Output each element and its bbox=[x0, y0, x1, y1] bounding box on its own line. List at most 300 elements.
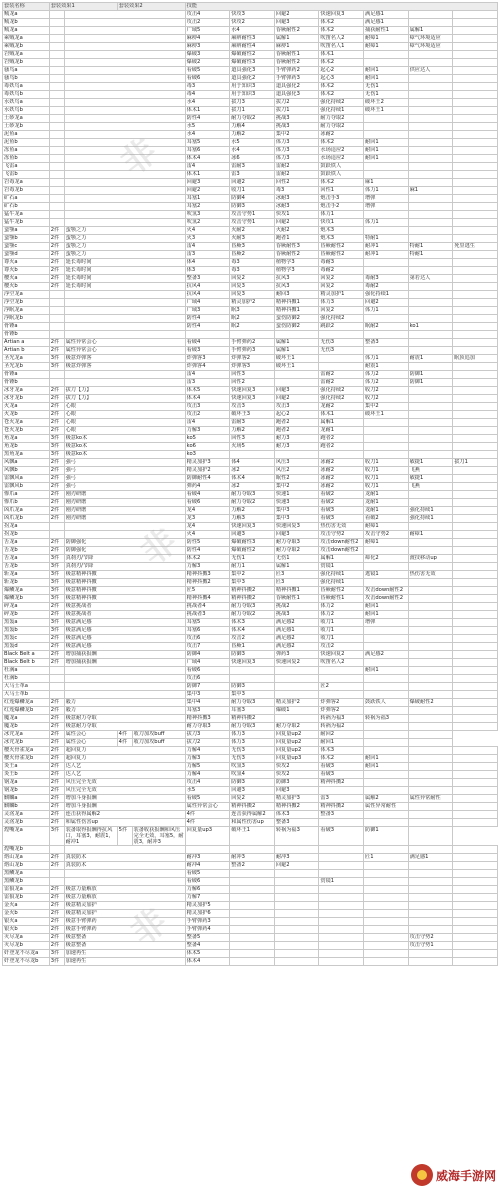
table-cell bbox=[230, 950, 275, 958]
table-cell: 强化持续1 bbox=[408, 507, 453, 515]
table-cell bbox=[453, 131, 498, 139]
table-cell: 鼓跃铁人 bbox=[319, 163, 364, 171]
table-cell bbox=[408, 587, 453, 595]
table-cell bbox=[453, 67, 498, 75]
table-cell bbox=[230, 942, 275, 950]
table-cell: 防御4 bbox=[185, 651, 230, 659]
table-cell bbox=[364, 315, 409, 323]
table-cell bbox=[230, 451, 275, 459]
table-cell bbox=[49, 123, 64, 131]
table-cell: 爆破1 bbox=[274, 707, 319, 715]
table-cell: 用于知识3 bbox=[230, 91, 275, 99]
table-row bbox=[3, 307, 498, 315]
table-cell: 精神抖擞2 bbox=[185, 579, 230, 587]
table-cell bbox=[453, 339, 498, 347]
table-cell: 拔刀【力】 bbox=[64, 387, 185, 395]
table-cell bbox=[453, 659, 498, 667]
table-cell bbox=[453, 747, 498, 755]
table-cell bbox=[453, 563, 498, 571]
set-name-cell: 尊火a bbox=[3, 259, 50, 267]
table-cell: 毒4 bbox=[185, 91, 230, 99]
table-cell bbox=[408, 267, 453, 275]
table-cell: 属性异常会心 bbox=[64, 339, 185, 347]
table-cell bbox=[408, 958, 453, 966]
table-cell bbox=[64, 219, 185, 227]
table-cell: 冰耐2 bbox=[319, 467, 364, 475]
table-cell: 回复量up2 bbox=[274, 747, 319, 755]
table-cell: 跑者1 bbox=[274, 235, 319, 243]
table-cell bbox=[49, 683, 64, 691]
table-cell: 体术2 bbox=[319, 83, 364, 91]
table-cell: 耐回1 bbox=[364, 603, 409, 611]
table-cell: 防性5 bbox=[185, 539, 230, 547]
table-cell bbox=[453, 547, 498, 555]
table-cell: 极意炸弹客 bbox=[64, 355, 185, 363]
table-cell bbox=[49, 299, 64, 307]
table-cell: 毒3 bbox=[230, 259, 275, 267]
set-name-cell: 熔山龙a bbox=[3, 854, 50, 862]
table-cell: 增弹 bbox=[364, 203, 409, 211]
table-cell bbox=[408, 739, 453, 747]
table-cell: 防御4 bbox=[230, 195, 275, 203]
table-cell bbox=[453, 75, 498, 83]
table-cell: 体术2 bbox=[319, 139, 364, 147]
table-cell: 毒耐2 bbox=[364, 283, 409, 291]
table-cell: 属解2 bbox=[364, 795, 409, 803]
table-cell: 抗风4 bbox=[185, 283, 230, 291]
table-cell: 属性异常会心 bbox=[185, 803, 230, 811]
set-name-cell: Artian b bbox=[3, 347, 50, 355]
table-cell bbox=[274, 942, 319, 950]
table-cell bbox=[408, 211, 453, 219]
table-cell: 耳塞1 bbox=[185, 195, 230, 203]
table-cell: 极意满足感 bbox=[64, 643, 185, 651]
set-name-cell: Black Belt b bbox=[3, 659, 50, 667]
table-cell bbox=[453, 958, 498, 966]
table-cell: 耐瘴1 bbox=[408, 531, 453, 539]
table-cell bbox=[319, 942, 364, 950]
table-cell: 回复量up2 bbox=[274, 739, 319, 747]
table-cell bbox=[408, 91, 453, 99]
table-cell bbox=[319, 910, 364, 918]
table-cell: 2件 bbox=[49, 347, 64, 355]
table-cell: 收刀1 bbox=[230, 187, 275, 195]
set-name-cell: 圣光龙b bbox=[3, 363, 50, 371]
table-cell: 快攻1 bbox=[274, 211, 319, 219]
table-cell: 耐瘴1 bbox=[364, 539, 409, 547]
table-cell bbox=[64, 27, 185, 35]
table-row bbox=[3, 67, 498, 75]
set-name-cell: 土砂龙b bbox=[3, 123, 50, 131]
table-cell: 防御7 bbox=[185, 683, 230, 691]
table-cell bbox=[408, 747, 453, 755]
table-cell bbox=[453, 795, 498, 803]
set-name-cell: 矿石b bbox=[3, 203, 50, 211]
table-cell bbox=[230, 846, 275, 854]
table-cell: 体力2 bbox=[319, 611, 364, 619]
table-cell bbox=[453, 619, 498, 627]
table-cell: 破坏王1 bbox=[230, 827, 275, 846]
table-cell: 看破2 bbox=[319, 491, 364, 499]
table-row bbox=[3, 723, 498, 731]
table-cell: 体力3 bbox=[230, 739, 275, 747]
table-cell: 耐力夺取2 bbox=[319, 115, 364, 123]
table-cell: 风压2 bbox=[274, 467, 319, 475]
table-cell: 体术4 bbox=[185, 395, 230, 403]
table-cell bbox=[453, 643, 498, 651]
table-cell: 特耐1 bbox=[408, 251, 453, 259]
table-cell: 看破5 bbox=[185, 870, 230, 878]
table-cell: 看破4 bbox=[185, 491, 230, 499]
table-cell: 收刀2 bbox=[364, 387, 409, 395]
set-name-cell: 尊火b bbox=[3, 267, 50, 275]
table-cell bbox=[408, 918, 453, 926]
table-cell: 无伤1 bbox=[230, 555, 275, 563]
table-cell bbox=[64, 99, 185, 107]
table-cell: 吹氢2 bbox=[185, 219, 230, 227]
table-cell: 攻击6 bbox=[185, 675, 230, 683]
table-cell: 眠2 bbox=[230, 315, 275, 323]
table-cell: 精神抖擞4 bbox=[185, 595, 230, 603]
table-cell: 极意精神抖擞 bbox=[64, 579, 185, 587]
set-name-cell: 舌龙b bbox=[3, 563, 50, 571]
table-cell: 回避3 bbox=[185, 179, 230, 187]
table-cell bbox=[274, 870, 319, 878]
table-cell: 3件 bbox=[49, 451, 64, 459]
table-cell: 耳塞6 bbox=[185, 147, 230, 155]
table-cell: 属解1 bbox=[274, 347, 319, 355]
table-cell: 手臂弹药3 bbox=[185, 918, 230, 926]
table-cell: 耳塞5 bbox=[185, 139, 230, 147]
table-cell bbox=[408, 870, 453, 878]
table-cell: 3件 bbox=[49, 587, 64, 595]
table-cell: 极意手臂弹药 bbox=[64, 926, 185, 934]
table-cell: 耐回1 bbox=[364, 755, 409, 763]
table-cell: 雷耐2 bbox=[274, 163, 319, 171]
table-cell: 快速回复2 bbox=[274, 659, 319, 667]
set-name-cell: 冰咒龙a bbox=[3, 731, 50, 739]
table-cell: 增加捕获报酬 bbox=[64, 651, 185, 659]
table-cell: 力解4 bbox=[185, 771, 230, 779]
table-cell: 2件 bbox=[49, 715, 64, 723]
table-cell bbox=[453, 651, 498, 659]
table-cell bbox=[364, 862, 409, 870]
table-cell: 攻击守势2 bbox=[364, 531, 409, 539]
table-cell: 延长毒时间 bbox=[64, 283, 185, 291]
set-name-cell: 樱火骨雀龙b bbox=[3, 755, 50, 763]
table-row bbox=[3, 123, 498, 131]
table-cell: 耐力夺取3 bbox=[230, 699, 275, 707]
set-name-cell: 灭尽龙b bbox=[3, 942, 50, 950]
table-cell: 收刀1 bbox=[319, 619, 364, 627]
table-cell: 刚刃研磨 bbox=[64, 515, 185, 523]
table-cell bbox=[453, 107, 498, 115]
table-cell bbox=[408, 691, 453, 699]
table-cell: 收刀1 bbox=[319, 635, 364, 643]
table-row bbox=[3, 43, 498, 51]
table-cell bbox=[64, 683, 185, 691]
table-cell bbox=[408, 115, 453, 123]
table-cell: 拔刀3 bbox=[230, 99, 275, 107]
table-cell bbox=[364, 211, 409, 219]
table-row bbox=[3, 547, 498, 555]
table-cell bbox=[364, 950, 409, 958]
table-cell bbox=[274, 918, 319, 926]
table-cell: 2件 bbox=[49, 611, 64, 619]
table-cell: 集中3 bbox=[274, 507, 319, 515]
table-row bbox=[3, 515, 498, 523]
table-cell: 和属性伤害up bbox=[64, 819, 185, 827]
table-row bbox=[3, 259, 498, 267]
table-cell: 冰耐2 bbox=[319, 459, 364, 467]
table-row bbox=[3, 587, 498, 595]
table-cell bbox=[364, 171, 409, 179]
table-cell: 眠顶追加 bbox=[453, 355, 498, 363]
table-cell: 看破3 bbox=[319, 763, 364, 771]
table-cell: 极意ko术 bbox=[64, 435, 185, 443]
table-cell: 回性3 bbox=[230, 371, 275, 379]
table-row bbox=[3, 211, 498, 219]
table-cell bbox=[453, 755, 498, 763]
set-name-cell: 雷飘风a bbox=[3, 475, 50, 483]
table-cell: 增加斗身报酬 bbox=[64, 795, 185, 803]
table-cell bbox=[453, 483, 498, 491]
table-cell: 看破4 bbox=[185, 339, 230, 347]
table-cell: 强化持续1 bbox=[408, 515, 453, 523]
table-cell: 防御3 bbox=[230, 651, 275, 659]
table-cell: 2件 bbox=[49, 339, 64, 347]
table-cell: 水4 bbox=[185, 131, 230, 139]
table-cell: 攻击3 bbox=[185, 403, 230, 411]
table-cell: 极意精灵加护 bbox=[64, 910, 185, 918]
table-cell: 毅力 bbox=[64, 699, 185, 707]
table-cell: 匠2 bbox=[319, 683, 364, 691]
table-cell: 回性2 bbox=[230, 379, 275, 387]
table-cell: 瘴气环境适应 bbox=[408, 35, 453, 43]
table-cell bbox=[408, 435, 453, 443]
table-cell: 属性异常耐性 bbox=[408, 795, 453, 803]
table-cell bbox=[453, 283, 498, 291]
table-cell bbox=[49, 99, 64, 107]
table-cell: 2件 bbox=[49, 819, 64, 827]
table-cell bbox=[408, 902, 453, 910]
table-row bbox=[3, 291, 498, 299]
set-name-cell: 斩龙a bbox=[3, 571, 50, 579]
table-cell bbox=[453, 51, 498, 59]
table-cell: 昏厥耐性2 bbox=[274, 251, 319, 259]
table-cell: 耐力夺取3 bbox=[230, 723, 275, 731]
table-cell bbox=[49, 315, 64, 323]
table-cell: 特耐1 bbox=[364, 235, 409, 243]
table-cell bbox=[64, 155, 185, 163]
table-cell bbox=[49, 691, 64, 699]
table-cell bbox=[319, 950, 364, 958]
table-cell: 耐回2 bbox=[319, 731, 364, 739]
table-row bbox=[3, 771, 498, 779]
table-cell bbox=[364, 731, 409, 739]
set-name-cell: 骨锤a bbox=[3, 323, 50, 331]
table-cell bbox=[49, 667, 64, 675]
table-cell bbox=[408, 443, 453, 451]
table-cell bbox=[364, 267, 409, 275]
table-cell bbox=[453, 195, 498, 203]
table-cell: 力解2 bbox=[230, 131, 275, 139]
table-cell: 蛮颚之力 bbox=[64, 227, 185, 235]
table-cell: 2件 bbox=[49, 259, 64, 267]
table-cell bbox=[453, 515, 498, 523]
table-cell bbox=[453, 139, 498, 147]
table-cell: 耐瘴1 bbox=[364, 523, 409, 531]
set-name-cell: 岩毒龙a bbox=[3, 179, 50, 187]
table-cell: 防御3 bbox=[230, 683, 275, 691]
table-row bbox=[3, 411, 498, 419]
table-cell: 极意挑战者 bbox=[64, 603, 185, 611]
table-cell bbox=[408, 611, 453, 619]
table-cell: 2件 bbox=[49, 411, 64, 419]
table-cell: 匠1 bbox=[364, 854, 409, 862]
table-cell: 抗风3 bbox=[274, 283, 319, 291]
table-cell bbox=[49, 59, 64, 67]
table-cell: 匠3 bbox=[274, 571, 319, 579]
table-cell bbox=[453, 862, 498, 870]
table-cell: 收刀1 bbox=[364, 459, 409, 467]
table-cell: 第若达人 bbox=[408, 275, 453, 283]
table-cell: 雷3 bbox=[185, 251, 230, 259]
table-cell: 心眼 bbox=[64, 403, 185, 411]
table-cell bbox=[364, 894, 409, 902]
set-name-cell: 杜满a bbox=[3, 667, 50, 675]
table-cell bbox=[364, 427, 409, 435]
table-cell bbox=[364, 259, 409, 267]
set-name-cell: 奸登龙不尽龙a bbox=[3, 950, 50, 958]
table-cell: 回复2 bbox=[319, 307, 364, 315]
table-cell: 回复量up3 bbox=[185, 827, 230, 846]
table-cell: 炸弹客2 bbox=[319, 699, 364, 707]
table-cell: 刚刃研磨 bbox=[64, 507, 185, 515]
table-cell: 攻击2 bbox=[230, 635, 275, 643]
table-cell bbox=[453, 251, 498, 259]
table-cell bbox=[364, 870, 409, 878]
table-cell: 拔刀1 bbox=[230, 107, 275, 115]
table-cell: 满足感2 bbox=[274, 619, 319, 627]
table-cell bbox=[319, 846, 364, 854]
table-cell: 增弹 bbox=[364, 195, 409, 203]
table-cell bbox=[49, 219, 64, 227]
table-cell bbox=[274, 691, 319, 699]
set-name-cell: 飞雷a bbox=[3, 163, 50, 171]
table-cell: 龙耐1 bbox=[364, 507, 409, 515]
table-cell: 破坏王2 bbox=[364, 99, 409, 107]
table-cell: 耐冲3 bbox=[230, 854, 275, 862]
table-cell bbox=[364, 59, 409, 67]
table-cell bbox=[274, 451, 319, 459]
table-row bbox=[3, 691, 498, 699]
table-cell bbox=[408, 523, 453, 531]
table-cell bbox=[453, 587, 498, 595]
table-cell bbox=[274, 846, 319, 854]
table-row bbox=[3, 379, 498, 387]
table-row bbox=[3, 51, 498, 59]
table-cell: 水5 bbox=[185, 787, 230, 795]
table-cell bbox=[274, 894, 319, 902]
table-row bbox=[3, 699, 498, 707]
set-name-cell: 灵洺龙b bbox=[3, 819, 50, 827]
table-cell: 3件 bbox=[49, 363, 64, 371]
table-cell bbox=[64, 846, 185, 854]
table-cell: 无伤1 bbox=[364, 91, 409, 99]
table-cell bbox=[364, 331, 409, 339]
table-cell: 雷耐2 bbox=[319, 379, 364, 387]
table-row bbox=[3, 934, 498, 942]
set-name-cell: 飞雷b bbox=[3, 171, 50, 179]
table-cell bbox=[453, 267, 498, 275]
table-cell: 爆破耐性3 bbox=[230, 539, 275, 547]
table-cell bbox=[453, 275, 498, 283]
table-cell bbox=[364, 123, 409, 131]
table-cell: 昏厥2 bbox=[230, 251, 275, 259]
table-cell bbox=[453, 627, 498, 635]
table-cell: 耳塞3 bbox=[185, 707, 230, 715]
table-cell: 渡技移动up bbox=[408, 555, 453, 563]
table-cell bbox=[453, 419, 498, 427]
table-cell: 满足感2 bbox=[364, 651, 409, 659]
table-cell bbox=[408, 331, 453, 339]
table-row bbox=[3, 131, 498, 139]
table-cell: 耐回1 bbox=[364, 139, 409, 147]
table-cell: 精灵加护2 bbox=[230, 299, 275, 307]
table-cell: 攻击down耐性2 bbox=[319, 539, 364, 547]
table-cell bbox=[64, 523, 185, 531]
table-cell: 耐回1 bbox=[364, 147, 409, 155]
table-cell: 蛮伤防御2 bbox=[274, 323, 319, 331]
table-cell bbox=[49, 155, 64, 163]
table-cell bbox=[364, 443, 409, 451]
table-cell: 无伤1 bbox=[274, 555, 319, 563]
table-cell bbox=[64, 75, 185, 83]
table-cell bbox=[230, 926, 275, 934]
table-cell: 破坏王1 bbox=[364, 107, 409, 115]
table-cell: 回性2 bbox=[274, 179, 319, 187]
table-cell bbox=[453, 491, 498, 499]
table-row bbox=[3, 795, 498, 803]
table-cell bbox=[453, 291, 498, 299]
table-cell: 毒耐2 bbox=[319, 267, 364, 275]
table-cell bbox=[408, 59, 453, 67]
table-cell: 吹笛名人2 bbox=[319, 659, 364, 667]
table-cell: 精灵加护1 bbox=[319, 291, 364, 299]
table-cell bbox=[408, 731, 453, 739]
table-cell: 3件 bbox=[49, 827, 64, 846]
set-name-cell: 浮眠龙b bbox=[3, 315, 50, 323]
table-cell bbox=[319, 355, 364, 363]
table-cell: 2件 bbox=[49, 942, 64, 950]
table-cell bbox=[49, 51, 64, 59]
table-cell: 攻击4 bbox=[185, 11, 230, 19]
table-row bbox=[3, 275, 498, 283]
table-cell bbox=[408, 886, 453, 894]
table-cell: ko3 bbox=[185, 451, 230, 459]
table-cell: 耐回1 bbox=[364, 75, 409, 83]
table-cell bbox=[319, 886, 364, 894]
table-row bbox=[3, 667, 498, 675]
table-cell bbox=[408, 763, 453, 771]
table-cell bbox=[364, 942, 409, 950]
table-row bbox=[3, 19, 498, 27]
table-cell: 体力1 bbox=[364, 187, 409, 195]
table-cell: 连击获得属解2 bbox=[230, 811, 275, 819]
table-cell bbox=[408, 627, 453, 635]
table-cell: 昏厥耐性3 bbox=[274, 243, 319, 251]
